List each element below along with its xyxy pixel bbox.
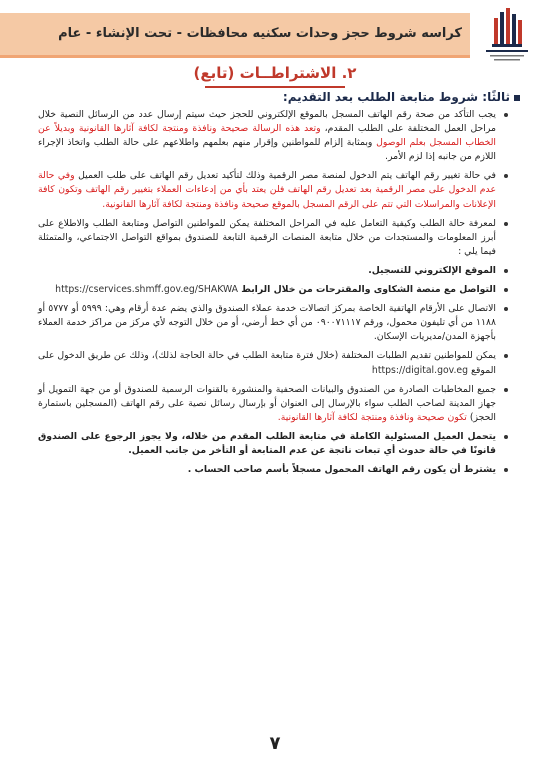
section-title: ٢. الاشتراطــات (تابع) bbox=[193, 64, 357, 82]
item-text: يمكن للمواطنين تقديم الطلبات المختلفة (خلال فترة متابعة الطلب في حالة الحاجة لذلك)، وذلك عن طريق الدخول على الموقع bbox=[38, 350, 496, 376]
list-item bbox=[38, 108, 508, 164]
list-item bbox=[38, 302, 508, 344]
item-text: يجب التأكد من صحة رقم الهاتف المسجل بالموقع الإلكتروني للحجز حيث سيتم إرسال عدد من الرسائل النصية خلال مراحل العمل المختلفة على الطلب المقدم، bbox=[38, 109, 496, 135]
item-text: في حالة تغيير رقم الهاتف يتم الدخول لمنصة مصر الرقمية وذلك لتأكيد تعديل رقم الهاتف على طلب العميل bbox=[74, 170, 496, 182]
page-number: ٧ bbox=[269, 733, 281, 754]
shakwa-link[interactable]: https://cservices.shmff.gov.eg/SHAKWA bbox=[55, 284, 238, 296]
digital-gov-link[interactable]: https://digital.gov.eg bbox=[371, 364, 469, 376]
bullet-dot-icon bbox=[504, 174, 508, 178]
item-text: يتحمل العميل المسئولية الكاملة في متابعة الطلب المقدم من خلاله، ولا يجوز الرجوع على الصندوق قانونًا في حالة حدوث أي تبعات ناتجة عن عدم المتابعة أو التأخر من جانب العميل. bbox=[38, 430, 496, 456]
list-item bbox=[38, 463, 508, 477]
list-item bbox=[38, 349, 508, 377]
list-item bbox=[38, 169, 508, 211]
subheading: ثالثًا: شروط متابعة الطلب بعد التقديم: bbox=[282, 90, 510, 104]
bullet-dot-icon bbox=[504, 388, 508, 392]
item-text: الموقع الإلكتروني للتسجيل. bbox=[368, 264, 496, 276]
list-item bbox=[38, 383, 508, 425]
bullet-dot-icon bbox=[504, 222, 508, 226]
item-text: جميع المخاطبات الصادرة من الصندوق والبيانات الصحفية والمنشورة بالقنوات الرسمية للصندوق أو من جهة التمويل أو جهاز المدينة لصاحب الطلب سواء بالإرسال إلى العنوان أو بإرسال رسائل نصية على رقم الهاتف (المسجلين باستمارة الحجز) bbox=[38, 383, 496, 423]
bullet-dot-icon bbox=[504, 307, 508, 311]
bullet-dot-icon bbox=[504, 468, 508, 472]
item-text-highlight: وفي حالة عدم الدخول على مصر الرقمية بعد تعديل رقم الهاتف فلن يعتد بأي من إدعاءات العملاء بتغيير رقم الهاتف وتكون كافة الإعلانات والمراسلات التي تتم على الرقم المسجل بالموقع صحيحة ونافذة ومنتجة لكافة آثارها القانونية. bbox=[38, 170, 496, 210]
section-title-underline bbox=[205, 86, 345, 88]
item-text: لمعرفة حالة الطلب وكيفية التعامل عليه في المراحل المختلفة يمكن للمواطنين التواصل ومتابعة الطلب والاطلاع على أبرز المعلومات والمستجدات من خلال متابعة المنصات الرقمية التابعة للصندوق بمواقع التواصل الاجتماعي، والمتمثلة فيما يلي : bbox=[38, 217, 496, 257]
bullet-dot-icon bbox=[504, 288, 508, 292]
subheading-square-bullet bbox=[514, 95, 520, 101]
conditions-list bbox=[38, 108, 508, 482]
bullet-dot-icon bbox=[504, 435, 508, 439]
bullet-dot-icon bbox=[504, 354, 508, 358]
item-text: وبمثابة إلزام للمواطنين وإقرار منهم بعلمهم واطلاعهم على حالة الطلب واتخاذ الإجراء اللازم من جانبه إذا لزم الأمر. bbox=[38, 137, 496, 163]
item-text: يشترط أن يكون رقم الهاتف المحمول مسجلاً بأسم صاحب الحساب . bbox=[187, 464, 496, 476]
page-header bbox=[0, 0, 550, 72]
item-text-highlight: تكون صحيحة ونافذة ومنتجة لكافة آثارها القانونية. bbox=[277, 411, 467, 423]
item-text: الاتصال على الأرقام الهاتفية الخاصة بمركز اتصالات خدمة عملاء الصندوق والذي يضم عدة أرقام وهي: ٥٩٩٩ أو ٥٧٧٧ أو ١١٨٨ من أي تليفون محمول، ورقم ٠٩٠٠٧١١١٧ من أي خط أرضي، أو من خلال التوجه لأي مركز من مراكز خدمة العملاء بأجهزة المدن/مديريات الإسكان. bbox=[38, 303, 497, 343]
list-item bbox=[38, 217, 508, 259]
list-item bbox=[38, 264, 508, 278]
bullet-dot-icon bbox=[504, 269, 508, 273]
header-band-underline bbox=[0, 55, 470, 58]
item-text: التواصل مع منصة الشكاوى والمقترحات من خلال الرابط bbox=[238, 284, 496, 296]
list-item bbox=[38, 283, 508, 297]
list-item bbox=[38, 430, 508, 458]
fund-logo-icon bbox=[472, 4, 542, 68]
header-title: كراسه شروط حجز وحدات سكنيه محافظات - تحت الإنشاء - عام bbox=[58, 26, 462, 41]
bullet-dot-icon bbox=[504, 113, 508, 117]
item-text-highlight: وتعد هذه الرسالة صحيحة ونافذة ومنتجة لكافة آثارها القانونية وبديلاً عن الخطاب المسجل بعلم الوصول bbox=[38, 123, 496, 149]
